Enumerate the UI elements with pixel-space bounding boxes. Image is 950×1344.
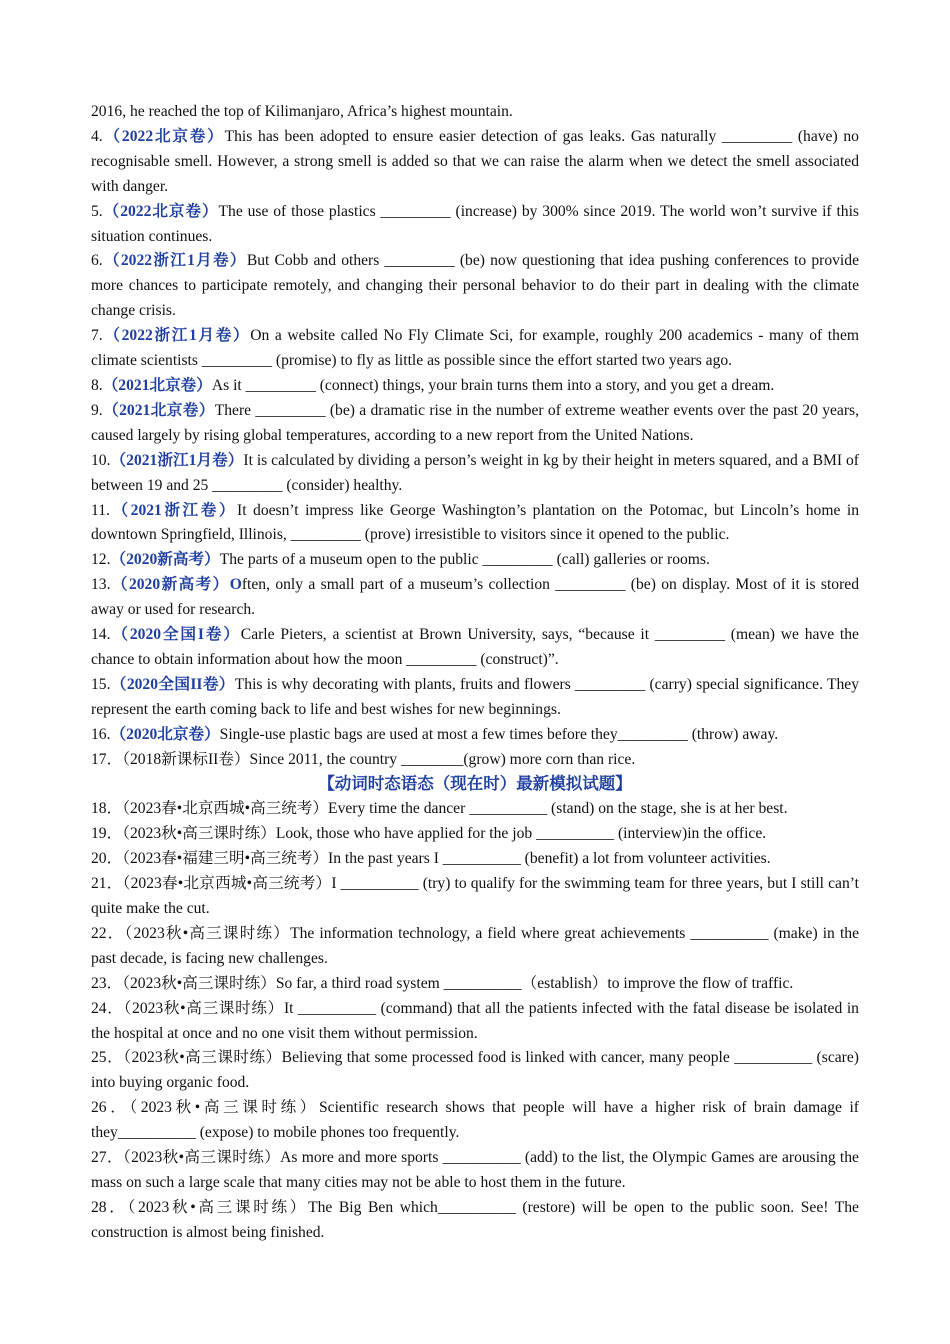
question-number: 10. bbox=[91, 451, 111, 469]
question-23 bbox=[91, 972, 859, 997]
source-tag: （2020北京卷） bbox=[110, 725, 220, 743]
question-text: The information technology, a field where great achievements __________ (make) in the past decade, is facing new challenges. bbox=[91, 924, 859, 967]
source-tag: （2023秋•高三课时练） bbox=[129, 1099, 319, 1117]
continued-line: 2016, he reached the top of Kilimanjaro, Africa’s highest mountain. bbox=[91, 103, 513, 120]
source-tag: （2023秋•高三课时练） bbox=[123, 999, 284, 1017]
question-text: On a website called No Fly Climate Sci, for example, roughly 200 academics - many of them climate scientists _________ (promise) to fly as little as possible since the effort started two years ago. bbox=[91, 327, 859, 370]
question-9 bbox=[91, 399, 859, 449]
question-14 bbox=[91, 623, 859, 673]
question-number: 24． bbox=[91, 999, 124, 1017]
question-text: Since 2011, the country ________(grow) more corn than rice. bbox=[249, 750, 636, 768]
question-text: As it _________ (connect) things, your brain turns them into a story, and you get a dream. bbox=[211, 376, 775, 394]
question-number: 11. bbox=[91, 501, 110, 519]
question-text: As more and more sports __________ (add) to the list, the Olympic Games are arousing the mass on such a large scale that many cities may not be able to host them in the future. bbox=[91, 1149, 859, 1191]
question-28 bbox=[91, 1196, 859, 1246]
source-tag: （2021浙江卷） bbox=[109, 501, 238, 519]
question-number: 8. bbox=[91, 376, 103, 394]
question-number: 25． bbox=[91, 1049, 124, 1067]
question-text: The parts of a museum open to the public _________ (call) galleries or rooms. bbox=[219, 551, 710, 569]
question-27 bbox=[91, 1146, 859, 1196]
source-tag: （2021浙江1月卷） bbox=[110, 451, 244, 469]
question-19 bbox=[91, 822, 859, 847]
question-text: Single-use plastic bags are used at most a few times before they_________ (throw) away. bbox=[219, 725, 779, 743]
question-text: There _________ (be) a dramatic rise in the number of extreme weather events over the past 20 years, caused largely by rising global temperatures, according to a new report from the United Nations. bbox=[91, 401, 859, 444]
question-text: Look, those who have applied for the job __________ (interview)in the office. bbox=[275, 825, 767, 843]
source-tag: （2023秋•高三课时练） bbox=[127, 1198, 309, 1216]
question-number: 4. bbox=[91, 127, 103, 145]
question-12 bbox=[91, 548, 859, 573]
question-22 bbox=[91, 922, 859, 972]
question-text: Carle Pieters, a scientist at Brown University, says, “because it _________ (mean) we have the chance to obtain information about how the moon _________ (construct)”. bbox=[91, 626, 859, 668]
question-text: This has been adopted to ensure easier detection of gas leaks. Gas naturally _________ (have) no recognisable smell. However, a strong smell is added so that we can raise the alarm when we detect the smell associated with danger. bbox=[91, 127, 859, 195]
source-tag: （2023秋•高三课时练） bbox=[122, 1149, 281, 1167]
source-tag: （2023春•北京西城•高三统考） bbox=[122, 800, 329, 818]
source-tag: （2022北京卷） bbox=[102, 127, 225, 145]
question-text: It __________ (command) that all the patients infected with the fatal disease be isolated in the hospital at once and no one visit them without permission. bbox=[91, 999, 859, 1042]
question-text: But Cobb and others _________ (be) now questioning that idea pushing conferences to provide more chances to participate remotely, and changing their personal behavior to do their part in dealing with the climate change crisis. bbox=[91, 252, 859, 320]
source-tag: （2023秋•高三课时练） bbox=[123, 1049, 282, 1067]
question-20 bbox=[91, 847, 859, 872]
source-tag: （2020全国II卷） bbox=[110, 675, 235, 693]
question-number: 7. bbox=[91, 327, 103, 345]
question-8 bbox=[91, 374, 859, 399]
question-number: 5. bbox=[91, 202, 103, 220]
section-heading: 【动词时态语态（现在时）最新模拟试题】 bbox=[318, 774, 632, 794]
question-13 bbox=[91, 573, 859, 623]
question-number: 26． bbox=[91, 1099, 130, 1117]
question-text: Every time the dancer __________ (stand) on the stage, she is at her best. bbox=[328, 800, 788, 818]
source-tag: （2023春•福建三明•高三统考） bbox=[122, 850, 329, 868]
question-7 bbox=[91, 324, 859, 374]
question-text: Believing that some processed food is linked with cancer, many people __________ (scare) into buying organic food. bbox=[91, 1049, 859, 1092]
question-number: 19． bbox=[91, 825, 123, 843]
source-tag: （2020新高考） bbox=[110, 551, 220, 569]
question-number: 14. bbox=[91, 626, 111, 644]
question-text: I __________ (try) to qualify for the swimming team for three years, but I still can’t quite make the cut. bbox=[91, 875, 859, 917]
question-text: It is calculated by dividing a person’s weight in kg by their height in meters squared, and a BMI of between 19 and 25 _________ (consider) healthy. bbox=[91, 451, 859, 494]
question-number: 6. bbox=[91, 252, 103, 270]
source-tag: （2021北京卷） bbox=[102, 401, 215, 419]
source-tag: （2023春•北京西城•高三统考） bbox=[122, 875, 332, 893]
question-6 bbox=[91, 249, 859, 324]
question-26 bbox=[91, 1096, 859, 1146]
question-10 bbox=[91, 449, 859, 499]
question-number: 22． bbox=[91, 924, 125, 942]
question-15 bbox=[91, 673, 859, 723]
source-tag: （2020全国I卷） bbox=[110, 626, 241, 644]
source-tag: （2023秋•高三课时练） bbox=[122, 974, 276, 992]
question-text: The Big Ben which__________ (restore) will be open to the public soon. See! The construction is almost being finished. bbox=[91, 1198, 859, 1241]
question-number: 12. bbox=[91, 551, 111, 569]
question-number: 27． bbox=[91, 1149, 123, 1167]
question-25 bbox=[91, 1046, 859, 1096]
source-tag: （2023秋•高三课时练） bbox=[122, 825, 276, 843]
question-number: 20． bbox=[91, 850, 123, 868]
source-tag: （2023秋•高三课时练） bbox=[124, 924, 291, 942]
question-24 bbox=[91, 997, 859, 1047]
question-number: 17． bbox=[91, 750, 123, 768]
question-number: 9. bbox=[91, 401, 103, 419]
question-18 bbox=[91, 797, 859, 822]
question-number: 18． bbox=[91, 800, 123, 818]
question-text: ften, only a small part of a museum’s collection _________ (be) on display. Most of it is stored away or used for research. bbox=[91, 576, 859, 619]
question-number: 28． bbox=[91, 1198, 128, 1216]
question-number: 23． bbox=[91, 974, 123, 992]
question-16 bbox=[91, 723, 859, 748]
question-text: The use of those plastics _________ (increase) by 300% since 2019. The world won’t survive if this situation continues. bbox=[91, 202, 859, 245]
question-text: In the past years I __________ (benefit) a lot from volunteer activities. bbox=[328, 850, 771, 868]
question-text: It doesn’t impress like George Washington’s plantation on the Potomac, but Lincoln’s home in downtown Springfield, Illinois, _________ (prove) irresistible to visitors since it opened to the public. bbox=[91, 501, 859, 544]
question-number: 15. bbox=[91, 675, 111, 693]
question-5 bbox=[91, 200, 859, 250]
question-21 bbox=[91, 872, 859, 922]
question-11 bbox=[91, 499, 859, 549]
question-text: This is why decorating with plants, fruits and flowers _________ (carry) special significance. They represent the earth coming back to life and best wishes for new beginnings. bbox=[91, 675, 859, 718]
source-tag: （2018新课标II卷） bbox=[122, 750, 250, 768]
question-number: 13. bbox=[91, 576, 111, 594]
source-tag: （2022浙江1月卷） bbox=[102, 327, 251, 345]
question-number: 16. bbox=[91, 725, 111, 743]
source-tag: （2021北京卷） bbox=[102, 376, 212, 394]
source-tag: （2022北京卷） bbox=[102, 202, 219, 220]
question-number: 21． bbox=[91, 875, 123, 893]
source-tag: （2022浙江1月卷） bbox=[102, 252, 247, 270]
question-17 bbox=[91, 748, 859, 773]
question-text: So far, a third road system __________（establish）to improve the flow of traffic. bbox=[275, 974, 794, 992]
question-4 bbox=[91, 125, 859, 200]
source-tag: （2020新高考）O bbox=[110, 576, 242, 594]
question-text: Scientific research shows that people will have a higher risk of brain damage if they__________ (expose) to mobile phones too frequently. bbox=[91, 1099, 859, 1142]
